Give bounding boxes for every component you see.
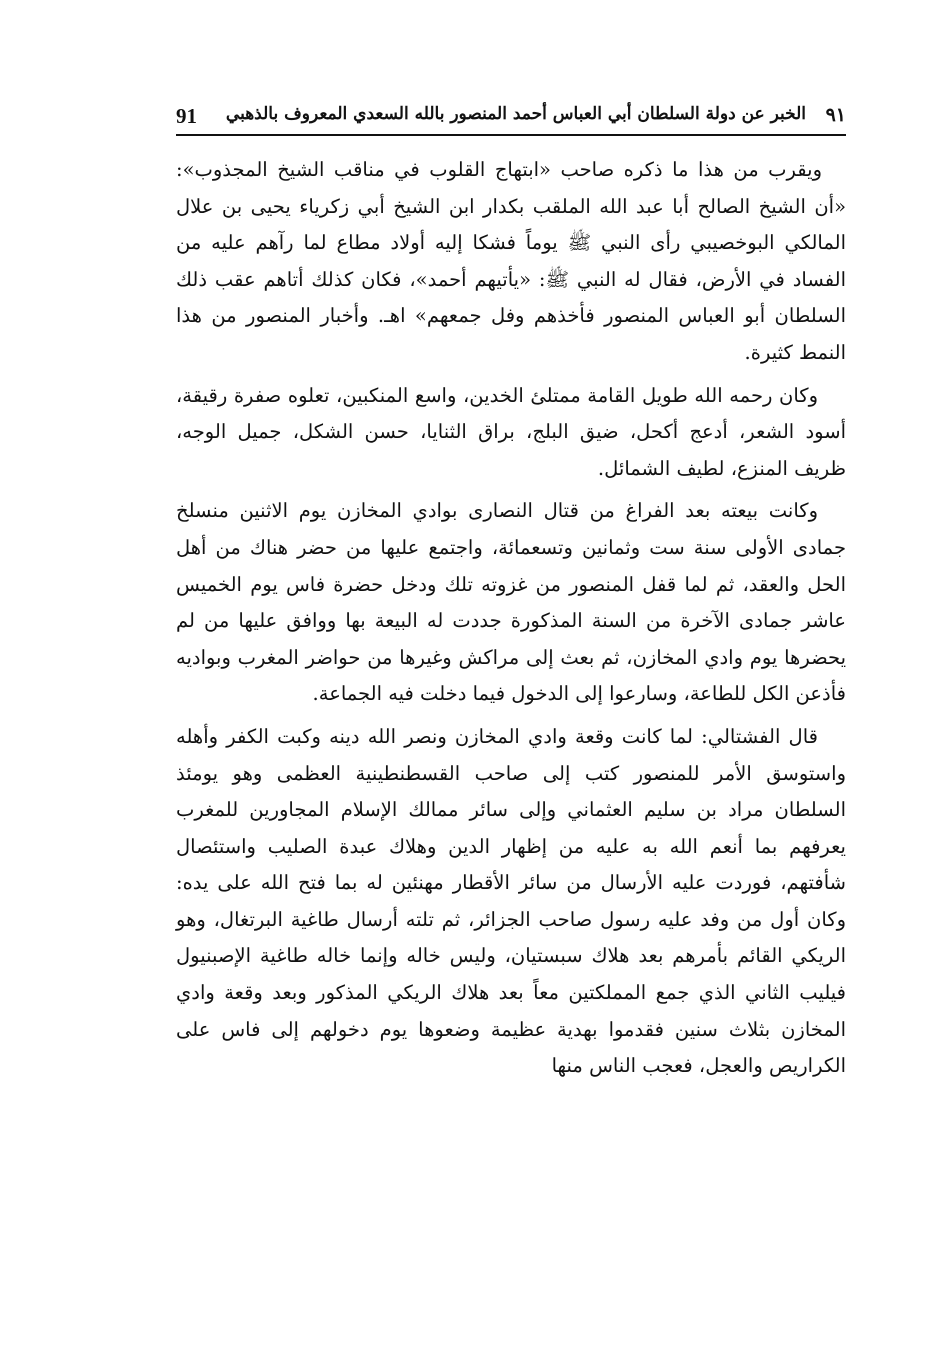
body-text bbox=[176, 152, 846, 1091]
page-number-latin: 91 bbox=[176, 104, 197, 128]
paragraph: ويقرب من هذا ما ذكره صاحب «ابتهاج القلوب في مناقب الشيخ المجذوب»: «أن الشيخ الصالح أبا عبد الله الملقب بكدار ابن الشيخ أبي زكرياء يحيى بن علال المالكي البوخصيبي رأى النبي ﷺ يوماً فشكا إليه أولاد مطاع لما رآهم عليه من الفساد في الأرض، فقال له النبي ﷺ: «يأتيهم أحمد»، فكان كذلك أتاهم عقب ذلك السلطان أبو العباس المنصور فأخذهم وفل جمعهم» اهـ. وأخبار المنصور من هذا النمط كثيرة. bbox=[176, 158, 846, 364]
running-title: الخبر عن دولة السلطان أبي العباس أحمد المنصور بالله السعدي المعروف بالذهبي bbox=[225, 104, 806, 124]
paragraph: وكانت بيعته بعد الفراغ من قتال النصارى بوادي المخازن يوم الاثنين منسلخ جمادى الأولى سنة ست وثمانين وتسعمائة، واجتمع عليها من حضر هناك من أهل الحل والعقد، ثم لما قفل المنصور من غزوته تلك ودخل حضرة فاس يوم الخميس عاشر جمادى الآخرة من السنة المذكورة جددت له البيعة بها ووافق عليها من لم يحضرها يوم وادي المخازن، ثم بعث إلى مراكش وغيرها من حواضر المغرب وبواديه فأذعن الكل للطاعة، وسارعوا إلى الدخول فيما دخلت فيه الجماعة. bbox=[176, 499, 846, 706]
paragraph: قال الفشتالي: لما كانت وقعة وادي المخازن ونصر الله دينه وكبت الكفر وأهله واستوسق الأمر للمنصور كتب إلى صاحب القسطنطينية العظمى وهو يومئذ السلطان مراد بن سليم العثماني وإلى سائر ممالك الإسلام المجاورين للمغرب يعرفهم بما أنعم الله به عليه من إظهار الدين وهلاك عبدة الصليب واستئصال شأفتهم، فوردت عليه الأرسال من سائر الأقطار مهنئين له بما فتح الله على يده: وكان أول من وفد عليه رسول صاحب الجزائر، ثم تلته أرسال طاغية البرتغال، وهو الريكي القائم بأمرهم بعد هلاك سبستيان، وليس خاله وإنما خاله طاغية الإصبنيول فيليب الثاني الذي جمع المملكتين معاً بعد هلاك الريكي المذكور وبعد وقعة وادي المخازن بثلاث سنين فقدموا بهدية عظيمة وضعوها يوم دخولهم إلى فاس على الكراريص والعجل، فعجب الناس منها bbox=[176, 724, 846, 1078]
paragraph: وكان رحمه الله طويل القامة ممتلئ الخدين، واسع المنكبين، تعلوه صفرة رقيقة، أسود الشعر، أدعج أكحل، ضيق البلج، براق الثنايا، حسن الشكل، جميل الوجه، ظريف المنزع، لطيف الشمائل. bbox=[176, 383, 846, 480]
page-number-arabic: ٩١ bbox=[825, 104, 846, 126]
page-header bbox=[176, 100, 846, 136]
